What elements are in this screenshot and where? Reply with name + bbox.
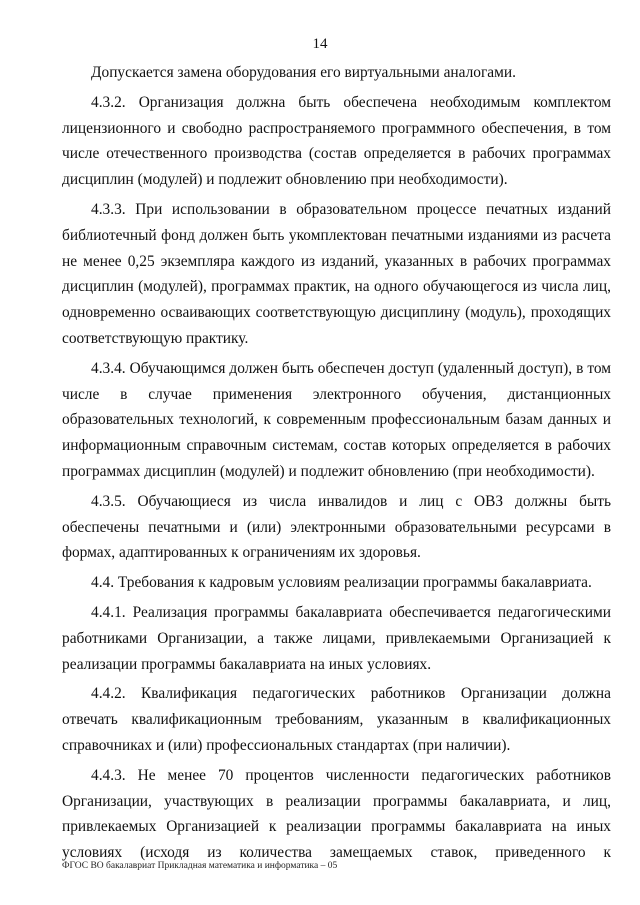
page-footer: ФГОС ВО бакалавриат Прикладная математика и информатика – 05 — [62, 861, 338, 871]
paragraph-4-3-2: 4.3.2. Организация должна быть обеспечена необходимым комплектом лицензионного и свободно распространяемого программного обеспечения, в том числе отечественного производства (состав определяется в рабочих программах дисциплин (модулей) и подлежит обновлению при необходимости). — [62, 93, 611, 189]
paragraph-4-4-3: 4.4.3. Не менее 70 процентов численности педагогических работников Организации, участвующих в реализации программы бакалавриата, и лиц, привлекаемых Организацией к реализации программы бакалавриата на иных условиях (исходя из количества замещаемых ставок, приведенного к — [62, 766, 611, 862]
paragraph-4-3-5: 4.3.5. Обучающиеся из числа инвалидов и лиц с ОВЗ должны быть обеспечены печатными и (или) электронными образовательными ресурсами в формах, адаптированных к ограничениям их здоровья. — [62, 492, 611, 562]
paragraph-4-4: 4.4. Требования к кадровым условиям реализации программы бакалавриата. — [91, 574, 592, 592]
document-body — [62, 60, 611, 866]
paragraph-4-4-1: 4.4.1. Реализация программы бакалавриата обеспечивается педагогическими работниками Организации, а также лицами, привлекаемыми Организацией к реализации программы бакалавриата на иных условиях. — [62, 603, 611, 673]
paragraph-4-3-3: 4.3.3. При использовании в образовательном процессе печатных изданий библиотечный фонд должен быть укомплектован печатными изданиями из расчета не менее 0,25 экземпляра каждого из изданий, указанных в рабочих программах дисциплин (модулей), программах практик, на одного обучающегося из числа лиц, одновременно осваивающих соответствующую дисциплину (модуль), проходящих соответствующую практику. — [62, 200, 611, 347]
page-number: 14 — [312, 36, 328, 52]
paragraph-4-3-4: 4.3.4. Обучающимся должен быть обеспечен доступ (удаленный доступ), в том числе в случае применения электронного обучения, дистанционных образовательных технологий, к современным профессиональным базам данных и информационным справочным системам, состав которых определяется в рабочих программах дисциплин (модулей) и подлежит обновлению (при необходимости). — [62, 359, 611, 480]
paragraph-equipment-replacement: Допускается замена оборудования его виртуальными аналогами. — [91, 64, 516, 81]
paragraph-4-4-2: 4.4.2. Квалификация педагогических работников Организации должна отвечать квалификационным требованиям, указанным в квалификационных справочниках и (или) профессиональных стандартах (при наличии). — [62, 685, 611, 754]
